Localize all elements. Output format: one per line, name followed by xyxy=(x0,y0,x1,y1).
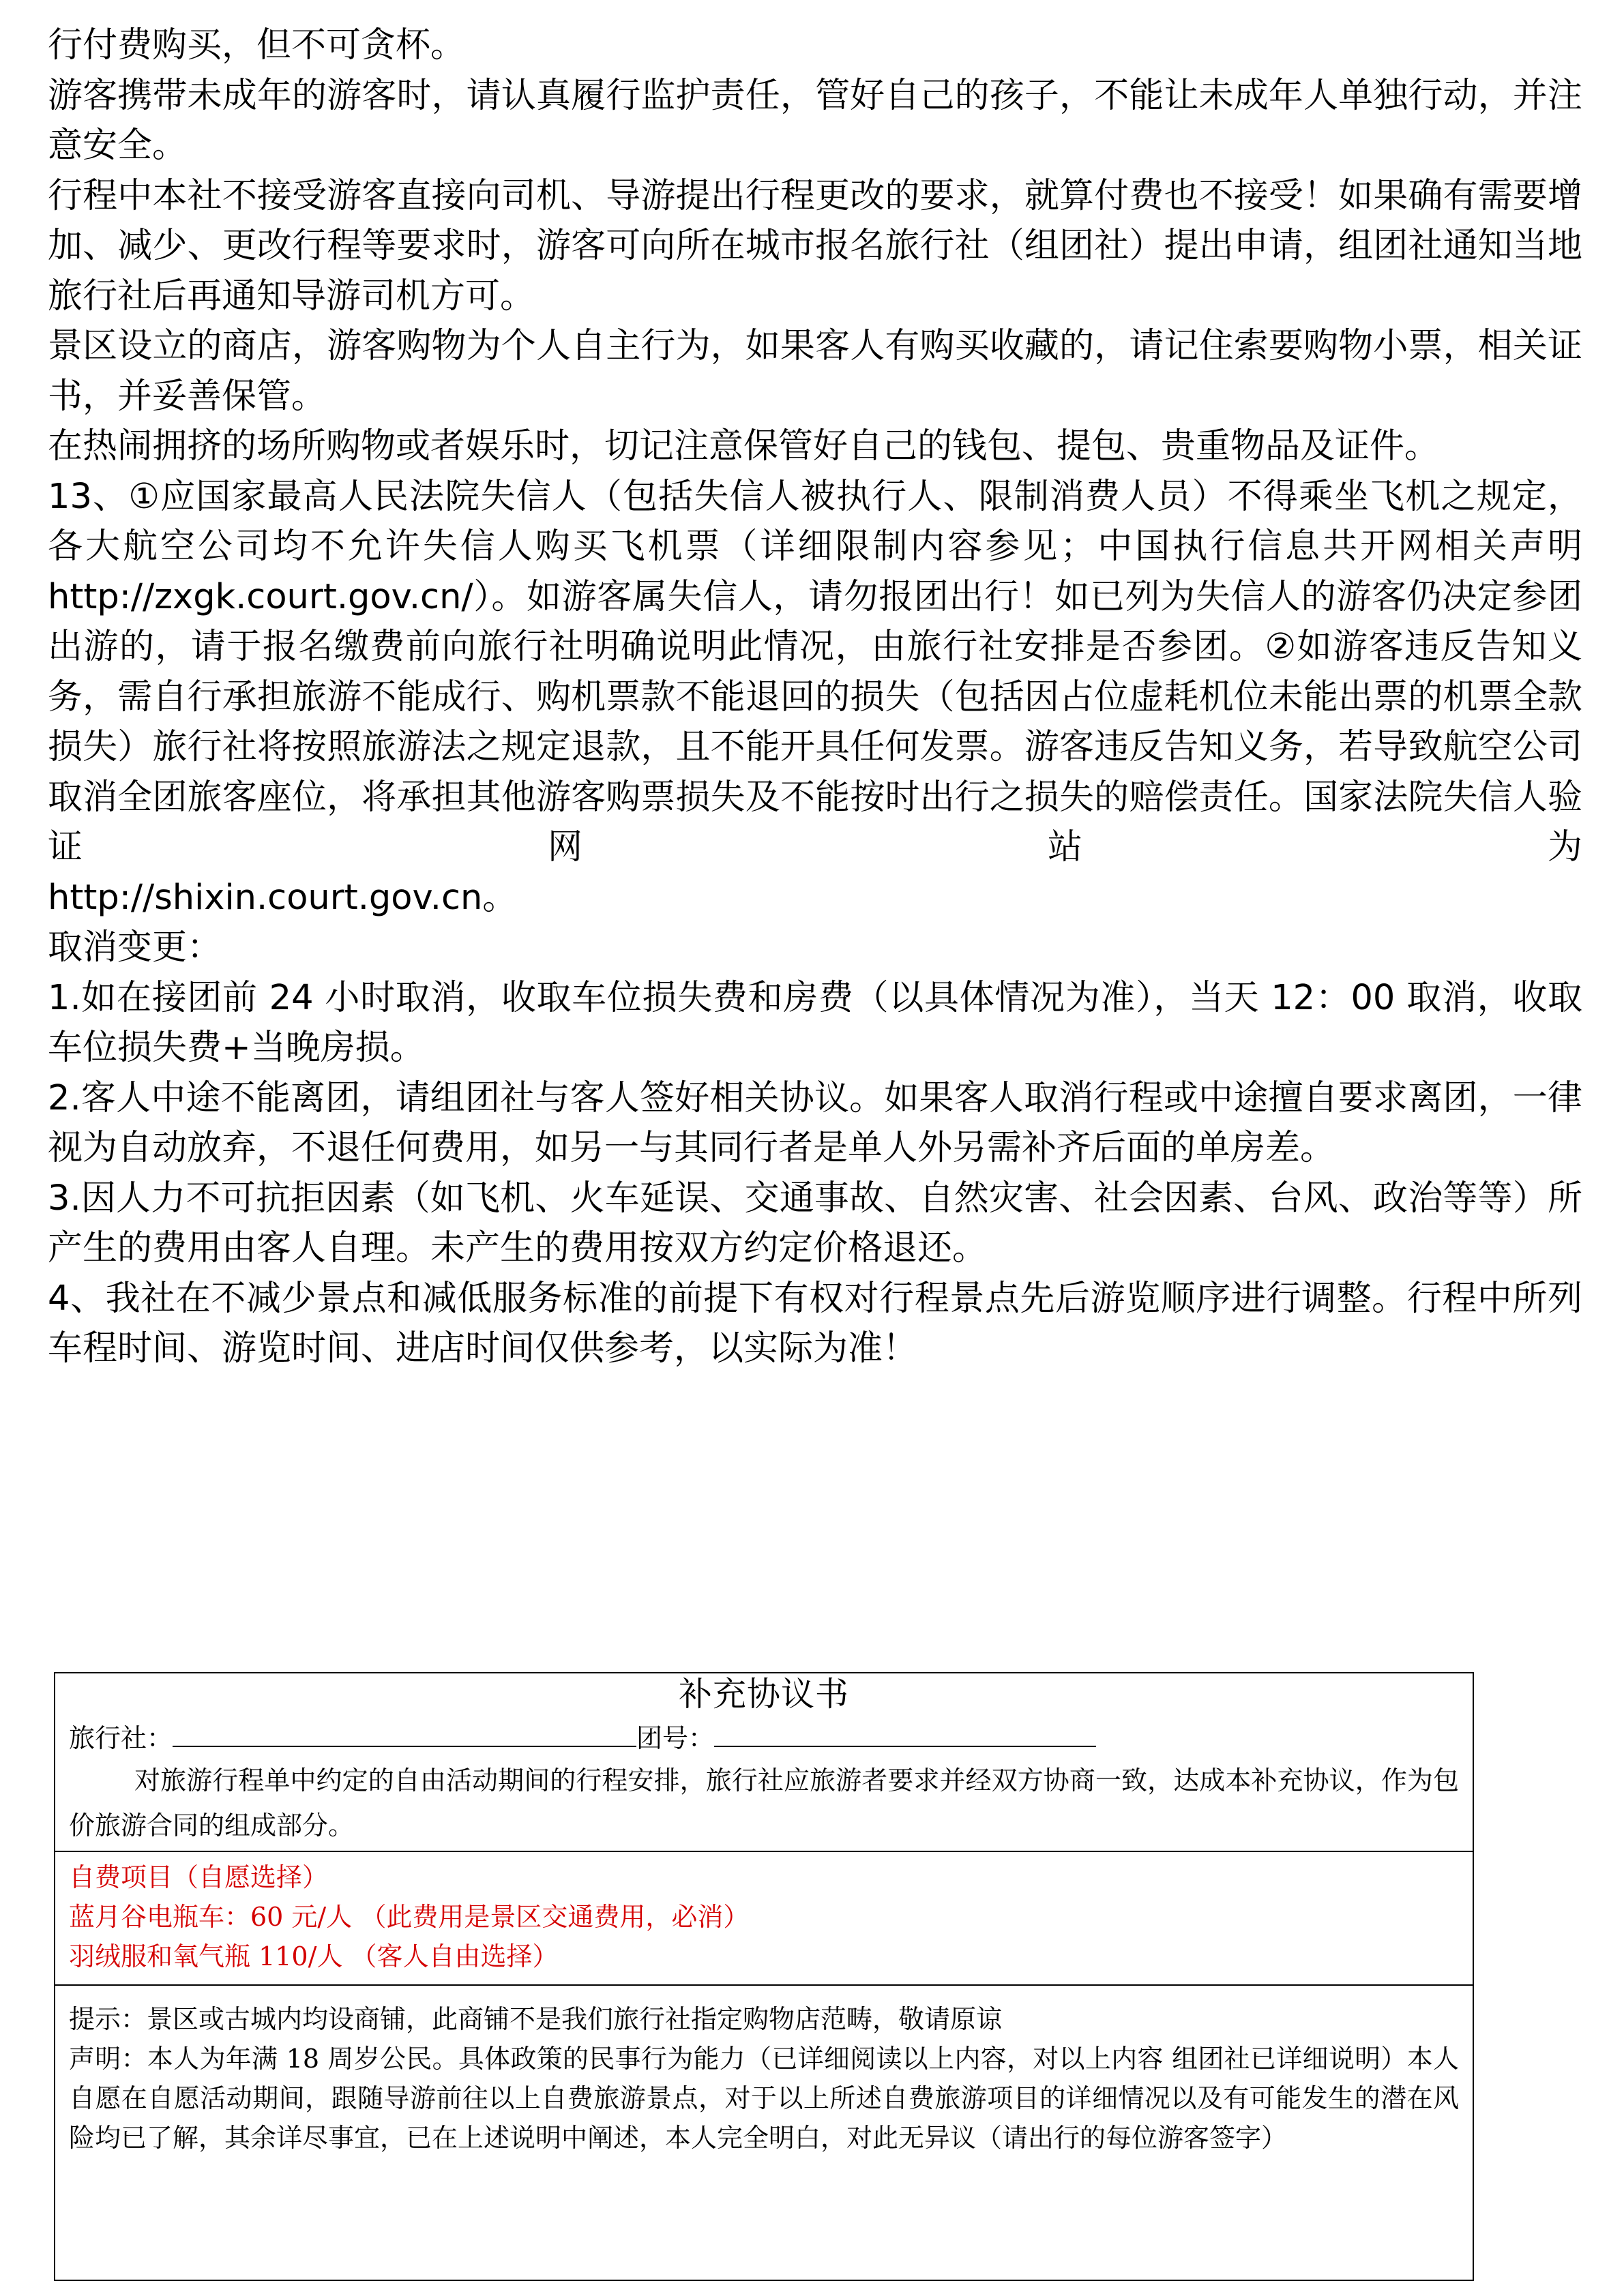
paragraph-dishonest-persons: 13、①应国家最高人民法院失信人（包括失信人被执行人、限制消费人员）不得乘坐飞机之规定，各大航空公司均不允许失信人购买飞机票（详细限制内容参见；中国执行信息共开网相关声明 http://zxgk.court.gov.cn/）。如游客属失信人，请勿报团出行！如已列为失信人的游客仍决定参团出游的，请于报名缴费前向旅行社明确说明此情况，由旅行社安排是否参团。②如游客违反告知义务，需自行承担旅游不能成行、购机票款不能退回的损失（包括因占位虚耗机位未能出票的机票全款损失）旅行社将按照旅游法之规定退款，且不能开具任何发票。游客违反告知义务，若导致航空公司取消全团旅客座位，将承担其他游客购票损失及不能按时出行之损失的赔偿责任。国家法院失信人验证网站为 xyxy=(48,476,1582,867)
supplementary-agreement xyxy=(54,1672,1474,2281)
paragraph-drinks: 行付费购买，但不可贪杯。 xyxy=(48,25,466,65)
optional-item-oxygen: 羽绒服和氧气瓶 110/人 （客人自由选择） xyxy=(69,1941,559,1971)
group-number-field[interactable] xyxy=(714,1716,1096,1747)
optional-items-heading: 自费项目（自愿选择） xyxy=(69,1862,329,1892)
agency-label: 旅行社： xyxy=(69,1723,173,1753)
agency-name-field[interactable] xyxy=(173,1716,636,1747)
optional-items-section xyxy=(55,1852,1473,1986)
paragraph-shopping: 景区设立的商店，游客购物为个人自主行为，如果客人有购买收藏的，请记住索要购物小票，相关证书，并妥善保管。 xyxy=(48,326,1582,417)
paragraph-cancel-rule-3: 3.因人力不可抗拒因素（如飞机、火车延误、交通事故、自然灾害、社会因素、台风、政治等等）所产生的费用由客人自理。未产生的费用按双方约定价格退还。 xyxy=(48,1178,1582,1268)
document-body xyxy=(48,20,1582,1374)
agreement-title: 补充协议书 xyxy=(678,1675,849,1714)
paragraph-valuables: 在热闹拥挤的场所购物或者娱乐时，切记注意保管好自己的钱包、提包、贵重物品及证件。 xyxy=(48,426,1440,466)
paragraph-cancel-rule-1: 1.如在接团前 24 小时取消，收取车位损失费和房费（以具体情况为准），当天 12：00 取消，收取车位损失费+当晚房损。 xyxy=(48,977,1582,1068)
agreement-fields-row xyxy=(55,1716,1473,1758)
signature-statement: 声明：本人为年满 18 周岁公民。具体政策的民事行为能力（已详细阅读以上内容，对以上内容 组团社已详细说明）本人自愿在自愿活动期间，跟随导游前往以上自费旅游景点，对于以上所述自费旅游项目的详细情况以及有可能发生的潜在风险均已了解，其余详尽事宜，已在上述说明中阐述，本人完全明白，对此无异议（请出行的每位游客签字） xyxy=(69,2044,1459,2153)
agreement-intro: 对旅游行程单中约定的自由活动期间的行程安排，旅行社应旅游者要求并经双方协商一致，达成本补充协议，作为包价旅游合同的组成部分。 xyxy=(69,1765,1459,1840)
statement-section xyxy=(55,1986,1473,2158)
paragraph-cancel-rule-4: 4、我社在不减少景点和减低服务标准的前提下有权对行程景点先后游览顺序进行调整。行程中所列车程时间、游览时间、进店时间仅供参考，以实际为准！ xyxy=(48,1278,1582,1369)
paragraph-verification-url: http://shixin.court.gov.cn。 xyxy=(48,877,518,918)
paragraph-minors: 游客携带未成年的游客时，请认真履行监护责任，管好自己的孩子，不能让未成年人单独行动，并注意安全。 xyxy=(48,75,1582,166)
agreement-header-section xyxy=(55,1673,1473,1852)
paragraph-itinerary-change: 行程中本社不接受游客直接向司机、导游提出行程更改的要求，就算付费也不接受！如果确有需要增加、减少、更改行程等要求时，游客可向所在城市报名旅行社（组团社）提出申请，组团社通知当地旅行社后再通知导游司机方可。 xyxy=(48,175,1582,316)
optional-item-shuttle: 蓝月谷电瓶车：60 元/人 （此费用是景区交通费用，必消） xyxy=(69,1902,750,1932)
shopping-tip: 提示：景区或古城内均设商铺，此商铺不是我们旅行社指定购物店范畴，敬请原谅 xyxy=(69,2004,1003,2034)
paragraph-cancel-rule-2: 2.客人中途不能离团，请组团社与客人签好相关协议。如果客人取消行程或中途擅自要求离团，一律视为自动放弃，不退任何费用，如另一与其同行者是单人外另需补齐后面的单房差。 xyxy=(48,1077,1582,1168)
group-label: 团号： xyxy=(636,1723,715,1753)
heading-cancellation: 取消变更： xyxy=(48,927,222,968)
